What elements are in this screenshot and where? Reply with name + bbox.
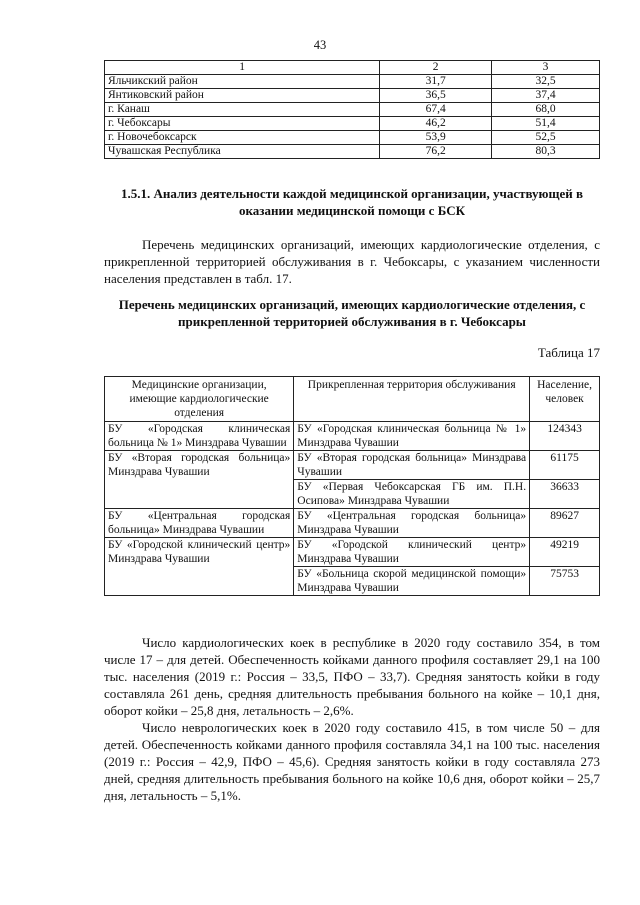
column-header: 1 <box>105 61 380 75</box>
organization-cell: БУ «Центральная городская больница» Минздрава Чувашии <box>105 509 294 538</box>
value-cell: 36,5 <box>380 89 492 103</box>
table-header-row <box>105 61 600 75</box>
territory-cell: БУ «Городской клинический центр» Минздрава Чувашии <box>294 538 530 567</box>
value-cell: 51,4 <box>492 117 600 131</box>
region-name: Яльчикский район <box>105 75 380 89</box>
region-name: Янтиковский район <box>105 89 380 103</box>
region-name: г. Чебоксары <box>105 117 380 131</box>
population-column-header: Население, человек <box>530 377 600 422</box>
territory-cell: БУ «Первая Чебоксарская ГБ им. П.Н. Осипова» Минздрава Чувашии <box>294 480 530 509</box>
population-cell: 89627 <box>530 509 600 538</box>
intro-paragraph: Перечень медицинских организаций, имеющих кардиологические отделения, с прикрепленной территорией обслуживания в г. Чебоксары, с указанием численности населения представлен в табл. 17. <box>104 237 600 286</box>
territory-cell: БУ «Городская клиническая больница № 1» Минздрава Чувашии <box>294 422 530 451</box>
population-cell: 61175 <box>530 451 600 480</box>
value-cell: 53,9 <box>380 131 492 145</box>
org-column-header: Медицинские организации, имеющие кардиологические отделения <box>105 377 294 422</box>
table-row <box>105 89 600 103</box>
population-cell: 49219 <box>530 538 600 567</box>
regional-indicators-table <box>104 60 600 159</box>
organization-cell: БУ «Городской клинический центр» Минздрава Чувашии <box>105 538 294 596</box>
page-number: 43 <box>313 38 327 52</box>
value-cell: 46,2 <box>380 117 492 131</box>
table-label: Таблица 17 <box>537 345 600 360</box>
value-cell: 32,5 <box>492 75 600 89</box>
population-cell: 75753 <box>530 567 600 596</box>
territory-column-header: Прикрепленная территория обслуживания <box>294 377 530 422</box>
table-row <box>105 117 600 131</box>
table-row <box>105 422 600 451</box>
table-header-row <box>105 377 600 422</box>
table-row <box>105 145 600 159</box>
value-cell: 68,0 <box>492 103 600 117</box>
value-cell: 76,2 <box>380 145 492 159</box>
region-name: Чувашская Республика <box>105 145 380 159</box>
table-row <box>105 509 600 538</box>
body-text <box>104 634 600 804</box>
value-cell: 67,4 <box>380 103 492 117</box>
region-name: г. Канаш <box>105 103 380 117</box>
organization-cell: БУ «Городская клиническая больница № 1» Минздрава Чувашии <box>105 422 294 451</box>
value-cell: 80,3 <box>492 145 600 159</box>
table-row <box>105 131 600 145</box>
population-cell: 124343 <box>530 422 600 451</box>
table-row <box>105 75 600 89</box>
population-cell: 36633 <box>530 480 600 509</box>
organization-cell: БУ «Вторая городская больница» Минздрава Чувашии <box>105 451 294 509</box>
table-row <box>105 103 600 117</box>
column-header: 3 <box>492 61 600 75</box>
cardio-paragraph: Число кардиологических коек в республике в 2020 году составило 354, в том числе 17 – для детей. Обеспеченность койками данного профиля составляет 29,1 на 100 тыс. населения (2019 г.: Россия – 33,5, ПФО – 33,7). Средняя занятость койки в году составляла 261 день, средняя длительность пребывания больного на койке – 10,1 дня, оборот койки – 25,8 дня, летальность – 2,6%. <box>104 635 600 718</box>
table-title: Перечень медицинских организаций, имеющих кардиологические отделения, с прикрепленной территорией обслуживания в г. Чебоксары <box>118 297 586 329</box>
value-cell: 52,5 <box>492 131 600 145</box>
region-name: г. Новочебоксарск <box>105 131 380 145</box>
table-row <box>105 538 600 567</box>
neuro-paragraph: Число неврологических коек в 2020 году составило 415, в том числе 50 – для детей. Обеспеченность койками данного профиля составляла 34,1 на 100 тыс. населения (2019 г.: Россия – 42,9, ПФО – 45,6). Средняя занятость койки в году составляла 273 дней, средняя длительность пребывания больного на койке 10,6 дня, оборот койки – 25,7 дня, летальность – 5,1%. <box>104 720 600 803</box>
territory-cell: БУ «Центральная городская больница» Минздрава Чувашии <box>294 509 530 538</box>
value-cell: 37,4 <box>492 89 600 103</box>
cardiology-departments-table <box>104 376 600 596</box>
territory-cell: БУ «Больница скорой медицинской помощи» Минздрава Чувашии <box>294 567 530 596</box>
territory-cell: БУ «Вторая городская больница» Минздрава Чувашии <box>294 451 530 480</box>
table-row <box>105 451 600 480</box>
column-header: 2 <box>380 61 492 75</box>
section-heading: 1.5.1. Анализ деятельности каждой медицинской организации, участвующей в оказании медицинской помощи с БСК <box>120 186 583 218</box>
value-cell: 31,7 <box>380 75 492 89</box>
